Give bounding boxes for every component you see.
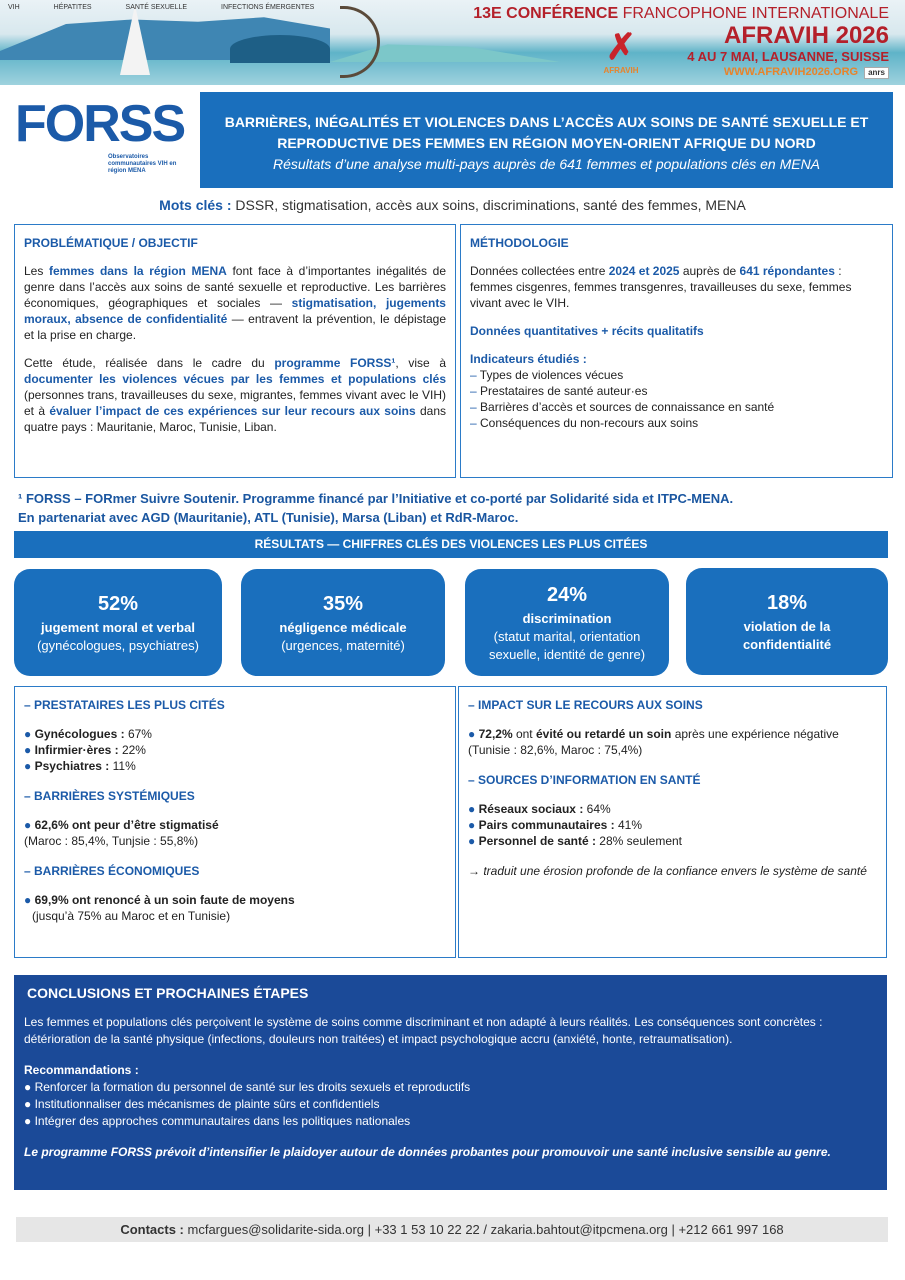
recommendation-text: Intégrer des approches communautaires dans les politiques nationales — [34, 1114, 411, 1128]
stat-detail: (urgences, maternité) — [281, 637, 405, 653]
text-segment: Pairs communautaires : — [478, 818, 615, 832]
dash-icon: – — [470, 368, 480, 382]
text-segment: femmes dans la région MENA — [48, 264, 227, 278]
indicator-text: Types de violences vécues — [479, 368, 624, 382]
item-list — [24, 892, 446, 924]
problem-box — [14, 224, 456, 478]
indicator-text: Barrières d’accès et sources de connaissance en santé — [480, 400, 775, 414]
anrs-logo: anrs — [864, 67, 889, 79]
list-item — [24, 817, 446, 833]
text-segment: 62,6% ont peur d’être stigmatisé — [34, 818, 219, 832]
method-box — [460, 224, 893, 478]
text-segment: 41% — [614, 818, 643, 832]
dash-icon: – — [470, 400, 481, 414]
stat-card — [241, 569, 445, 676]
text-segment: Données collectées entre — [470, 264, 609, 278]
list-item — [468, 833, 877, 849]
list-item — [468, 817, 877, 833]
topic: SANTÉ SEXUELLE — [125, 4, 187, 11]
text-segment: font face à d’importantes inégalités de genre dans l’accès aux soins de santé sexuelle et reproductive. Les barrières économiques, géographiques et sociales — — [24, 264, 446, 310]
text-segment: 28% seulement — [595, 834, 683, 848]
bullet-icon: ● — [468, 802, 479, 816]
text-segment: après une expérience négative — [671, 727, 839, 741]
title-box — [200, 92, 893, 188]
list-item — [24, 742, 446, 758]
recommendation-item — [24, 1096, 877, 1113]
text-segment: évaluer l’impact de ces expériences sur leur recours aux soins — [49, 404, 416, 418]
conference-dates: 4 AU 7 MAI, LAUSANNE, SUISSE — [687, 49, 889, 64]
recommendations-list — [24, 1079, 877, 1130]
stat-value: 52% — [97, 592, 139, 615]
bullet-icon: ● — [24, 893, 35, 907]
text-segment: Réseaux sociaux : — [478, 802, 584, 816]
text-segment: documenter les violences vécues par les femmes et populations clés — [24, 372, 446, 386]
text-segment: Données quantitatives + récits qualitatifs — [470, 324, 704, 338]
paragraph — [24, 263, 446, 343]
list-item — [24, 908, 446, 924]
bullet-icon: ● — [468, 834, 479, 848]
contacts-label: Contacts : — [120, 1222, 184, 1237]
forss-logo — [15, 95, 195, 183]
conclusions-text: Les femmes et populations clés perçoivent le système de soins comme discriminant et non adapté à leurs réalités. Les conséquences sont concrètes : détérioration de la santé physique (infections, douleurs non traitées) et impact psychologique accru (anxiété, honte, retraumatisation). — [24, 1015, 823, 1046]
stat-label: négligence médicale — [279, 619, 407, 635]
stat-value: 18% — [766, 591, 808, 614]
footnote — [18, 489, 898, 527]
closing-statement: Le programme FORSS prévoit d’intensifier le plaidoyer autour de données probantes pour promouvoir une santé inclusive sensible au genre. — [24, 1145, 831, 1159]
paragraph — [470, 263, 883, 311]
bullet-icon: ● — [468, 818, 479, 832]
bullet-icon: ● — [24, 1097, 35, 1111]
stat-value: 24% — [546, 583, 588, 606]
conference-info — [473, 6, 889, 79]
list-item — [24, 726, 446, 742]
bullet-icon: ● — [468, 727, 479, 741]
text-segment: (personnes trans, travailleuses du sexe, migrantes, femmes vivant avec le VIH) et à — [24, 388, 446, 418]
text-segment: traduit une érosion profonde de la confiance envers le système de santé — [483, 864, 867, 878]
bullet-icon: ● — [24, 727, 35, 741]
footnote-line: En partenariat avec AGD (Mauritanie), ATL (Tunisie), Marsa (Liban) et RdR-Maroc. — [18, 510, 519, 525]
text-segment: évité ou retardé un soin — [535, 727, 672, 741]
text-segment: (Tunisie : 82,6%, Maroc : 75,4%) — [468, 743, 643, 757]
indicator-item — [470, 399, 883, 415]
section-heading: – IMPACT SUR LE RECOURS AUX SOINS — [468, 698, 703, 712]
bullet-icon: ● — [24, 1114, 35, 1128]
text-segment: Cette étude, réalisée dans le cadre du — [24, 356, 275, 370]
text-segment: 72,2% — [478, 727, 513, 741]
logo-wordmark: FORSS — [15, 95, 185, 153]
text-segment: (Maroc : 85,4%, Tunjsie : 55,8%) — [24, 834, 199, 848]
item-list — [468, 801, 877, 849]
item-list — [468, 726, 877, 758]
contacts-bar — [16, 1217, 888, 1242]
text-segment: 11% — [109, 759, 136, 773]
recommendations-label: Recommandations : — [24, 1063, 139, 1077]
page-subtitle: Résultats d’une analyse multi-pays auprès de 641 femmes et populations clés en MENA — [272, 156, 821, 172]
page-title: BARRIÈRES, INÉGALITÉS ET VIOLENCES DANS L’ACCÈS AUX SOINS DE SANTÉ SEXUELLE ET REPRODUCTIVE DES FEMMES EN RÉGION MOYEN-ORIENT AFRIQUE DU NORD — [224, 114, 869, 151]
indicator-item — [470, 383, 883, 399]
section-heading: MÉTHODOLOGIE — [470, 236, 569, 250]
text-segment: stigmatisation, jugements moraux, absence de confidentialité — [24, 296, 446, 326]
right-results-box — [458, 686, 887, 958]
afravih-ribbon-logo: ✗ AFRAVIH — [596, 28, 646, 78]
sculpture-illustration — [340, 6, 380, 78]
dash-icon: – — [470, 416, 481, 430]
recommendation-text: Institutionnaliser des mécanismes de plainte sûrs et confidentiels — [34, 1097, 380, 1111]
topics — [8, 4, 314, 11]
section-heading: – BARRIÈRES SYSTÉMIQUES — [24, 789, 195, 803]
text-segment: 69,9% ont renoncé à un soin faute de moyens — [34, 893, 295, 907]
list-item — [468, 726, 877, 742]
paragraph — [24, 355, 446, 435]
text-segment: auprès de — [679, 264, 740, 278]
bullet-icon: ● — [24, 1080, 35, 1094]
item-list — [24, 817, 446, 849]
text-segment: programme FORSS¹ — [274, 356, 396, 370]
conclusions-box — [14, 975, 887, 1190]
indicator-item — [470, 367, 883, 383]
list-item — [24, 833, 446, 849]
stat-value: 35% — [322, 592, 364, 615]
item-list — [24, 726, 446, 774]
list-item — [468, 863, 877, 879]
indicator-text: Prestataires de santé auteur·es — [480, 384, 648, 398]
keywords — [0, 197, 905, 213]
indicators-label: Indicateurs étudiés : — [470, 352, 587, 366]
topic: INFECTIONS ÉMERGENTES — [221, 4, 315, 11]
conference-website[interactable]: WWW.AFRAVIH2026.ORG — [723, 66, 859, 78]
left-results-box — [14, 686, 456, 958]
stat-detail: (gynécologues, psychiatres) — [37, 637, 199, 653]
text-segment: : femmes cisgenres, femmes transgenres, travailleuses du sexe, femmes vivant avec le VIH. — [470, 264, 852, 310]
list-item — [468, 801, 877, 817]
stat-card — [686, 568, 888, 675]
section-heading: – SOURCES D’INFORMATION EN SANTÉ — [468, 773, 701, 787]
hill-illustration — [230, 35, 330, 63]
indicator-item — [470, 415, 883, 431]
topic: HÉPATITES — [53, 4, 92, 11]
text-segment: → — [468, 864, 484, 878]
stat-label: jugement moral et verbal — [41, 619, 195, 635]
conference-name: AFRAVIH 2026 — [724, 22, 889, 49]
conference-number: 13E CONFÉRENCE — [473, 5, 619, 22]
recommendation-item — [24, 1113, 877, 1130]
conference-banner — [0, 0, 905, 85]
recommendation-text: Renforcer la formation du personnel de santé sur les droits sexuels et reproductifs — [34, 1080, 471, 1094]
text-segment: 2024 et 2025 — [608, 264, 680, 278]
text-segment: Infirmier·ères : — [34, 743, 119, 757]
paragraph — [470, 323, 883, 339]
text-segment: 641 répondantes — [739, 264, 835, 278]
text-segment: , vise à — [395, 356, 447, 370]
text-segment: 64% — [583, 802, 611, 816]
stat-card — [14, 569, 222, 676]
stat-detail: (statut marital, orientation sexuelle, identité de genre) — [488, 628, 646, 662]
bullet-icon: ● — [24, 759, 35, 773]
stat-label: discrimination — [522, 610, 612, 626]
list-item — [24, 758, 446, 774]
indicator-text: Conséquences du non-recours aux soins — [480, 416, 699, 430]
text-segment: — entravent la prévention, le dépistage et la prise en charge. — [24, 312, 446, 342]
results-banner: RÉSULTATS — CHIFFRES CLÉS DES VIOLENCES LES PLUS CITÉES — [14, 531, 888, 558]
recommendation-item — [24, 1079, 877, 1096]
logo-subtitle: Observatoires communautaires VIH en région MENA — [108, 154, 177, 174]
text-segment: (jusqu’à 75% au Maroc et en Tunisie) — [32, 909, 231, 923]
section-heading: – BARRIÈRES ÉCONOMIQUES — [24, 864, 200, 878]
text-segment: dans quatre pays : Mauritanie, Maroc, Tunisie, Liban. — [24, 404, 446, 434]
text-segment: Les — [24, 264, 49, 278]
text-segment: 22% — [118, 743, 146, 757]
text-segment: Gynécologues : — [34, 727, 125, 741]
list-item — [468, 742, 877, 758]
indicators-list — [470, 367, 883, 431]
item-list — [468, 863, 877, 879]
text-segment: Personnel de santé : — [478, 834, 596, 848]
topic: VIH — [8, 4, 20, 11]
bullet-icon: ● — [24, 743, 35, 757]
contacts-value[interactable]: mcfargues@solidarite-sida.org | +33 1 53 10 22 22 / zakaria.bahtout@itpcmena.org | +212 661 997 168 — [187, 1222, 784, 1237]
dash-icon: – — [470, 384, 481, 398]
list-item — [24, 892, 446, 908]
section-heading: – PRESTATAIRES LES PLUS CITÉS — [24, 698, 225, 712]
conference-title: FRANCOPHONE INTERNATIONALE — [622, 5, 889, 22]
text-segment: ont — [512, 727, 536, 741]
bullet-icon: ● — [24, 818, 35, 832]
stat-card — [465, 569, 669, 676]
keywords-label: Mots clés : — [159, 197, 232, 213]
section-heading: CONCLUSIONS ET PROCHAINES ÉTAPES — [27, 985, 309, 1001]
section-heading: PROBLÉMATIQUE / OBJECTIF — [24, 236, 198, 250]
ribbon-logo-text: AFRAVIH — [603, 66, 639, 75]
text-segment: Psychiatres : — [34, 759, 110, 773]
keywords-value: DSSR, stigmatisation, accès aux soins, discriminations, santé des femmes, MENA — [235, 197, 746, 213]
footnote-line: ¹ FORSS – FORmer Suivre Soutenir. Programme financé par l’Initiative et co-porté par Solidarité sida et ITPC-MENA. — [18, 491, 734, 506]
text-segment: 67% — [124, 727, 152, 741]
stat-label: violation de la confidentialité — [742, 618, 832, 652]
